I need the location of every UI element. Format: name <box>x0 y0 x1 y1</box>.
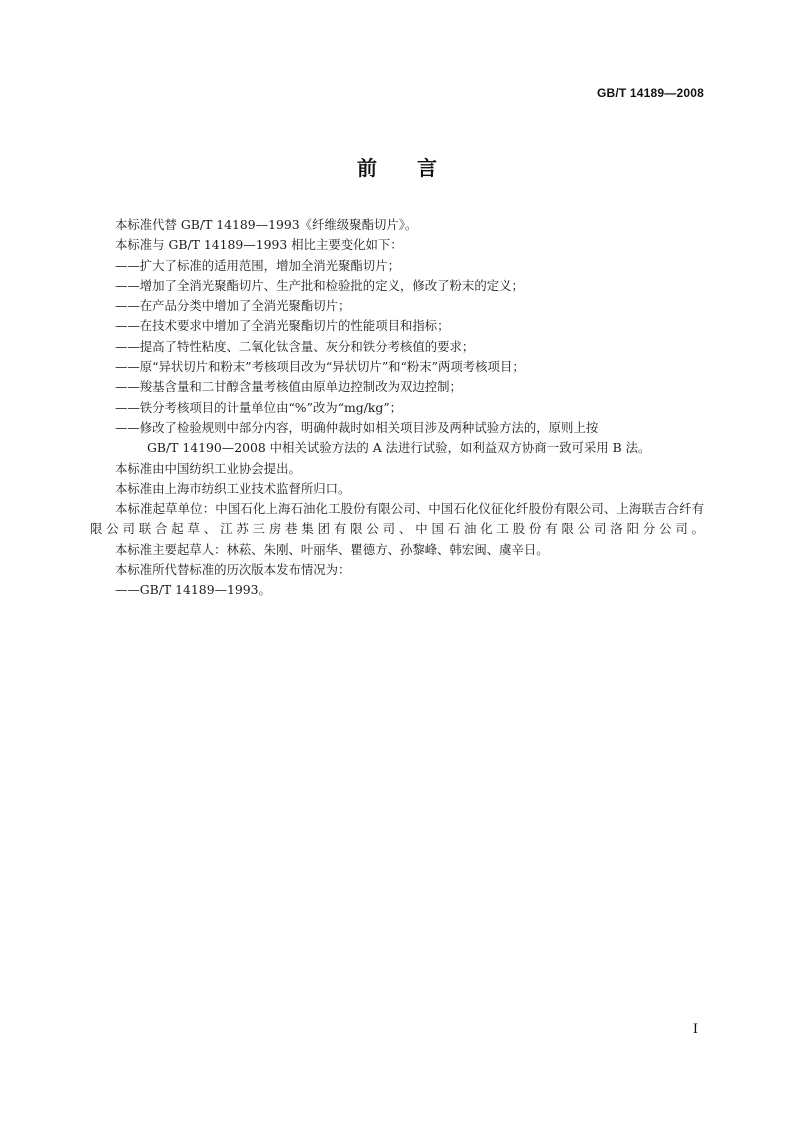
change-item-definitions: ——增加了全消光聚酯切片、生产批和检验批的定义，修改了粉末的定义； <box>115 277 524 293</box>
change-item-irregular-chips: ——原“异状切片和粉末”考核项目改为“异状切片”和“粉末”两项考核项目； <box>115 359 525 375</box>
paragraph-changes-intro: 本标准与 GB/T 14189—1993 相比主要变化如下： <box>115 237 403 253</box>
page-title: 前言 <box>357 156 477 180</box>
change-item-classification: ——在产品分类中增加了全消光聚酯切片； <box>115 298 351 314</box>
change-item-technical-requirements: ——在技术要求中增加了全消光聚酯切片的性能项目和指标； <box>115 318 450 334</box>
change-item-viscosity: ——提高了特性粘度、二氧化钛含量、灰分和铁分考核值的要求； <box>115 338 475 354</box>
change-item-scope: ——扩大了标准的适用范围，增加全消光聚酯切片； <box>115 257 400 273</box>
page-number: I <box>692 1022 698 1037</box>
change-item-iron-unit: ——铁分考核项目的计量单位由“%”改为“mg/kg”； <box>115 399 403 415</box>
paragraph-history-intro: 本标准所代替标准的历次版本发布情况为： <box>115 562 351 578</box>
change-item-carboxyl: ——羧基含量和二甘醇含量考核值由原单边控制改为双边控制； <box>115 379 462 395</box>
paragraph-centralized-by: 本标准由上海市纺织工业技术监督所归口。 <box>115 480 351 496</box>
standard-code: GB/T 14189—2008 <box>596 86 704 100</box>
foreword-body <box>90 215 704 601</box>
paragraph-replaces: 本标准代替 GB/T 14189—1993《纤维级聚酯切片》。 <box>115 217 418 232</box>
paragraph-proposed-by: 本标准由中国纺织工业协会提出。 <box>115 460 301 476</box>
history-item: ——GB/T 14189—1993。 <box>115 582 271 598</box>
paragraph-drafting-units: 本标准起草单位：中国石化上海石油化工股份有限公司、中国石化仪征化纤股份有限公司、上海联吉合纤有限公司联合起草、江苏三房巷集团有限公司、中国石油化工股份有限公司洛阳分公司。 <box>90 501 704 537</box>
change-item-inspection-rules: ——修改了检验规则中部分内容，明确仲裁时如相关项目涉及两种试验方法的，原则上按 <box>115 419 599 435</box>
change-item-inspection-rules-continued: GB/T 14190—2008 中相关试验方法的 A 法进行试验，如利益双方协商一致可采用 B 法。 <box>147 440 651 456</box>
paragraph-drafters: 本标准主要起草人：林菘、朱刚、叶丽华、瞿德方、孙黎峰、韩宏闽、虞辛日。 <box>115 541 549 557</box>
